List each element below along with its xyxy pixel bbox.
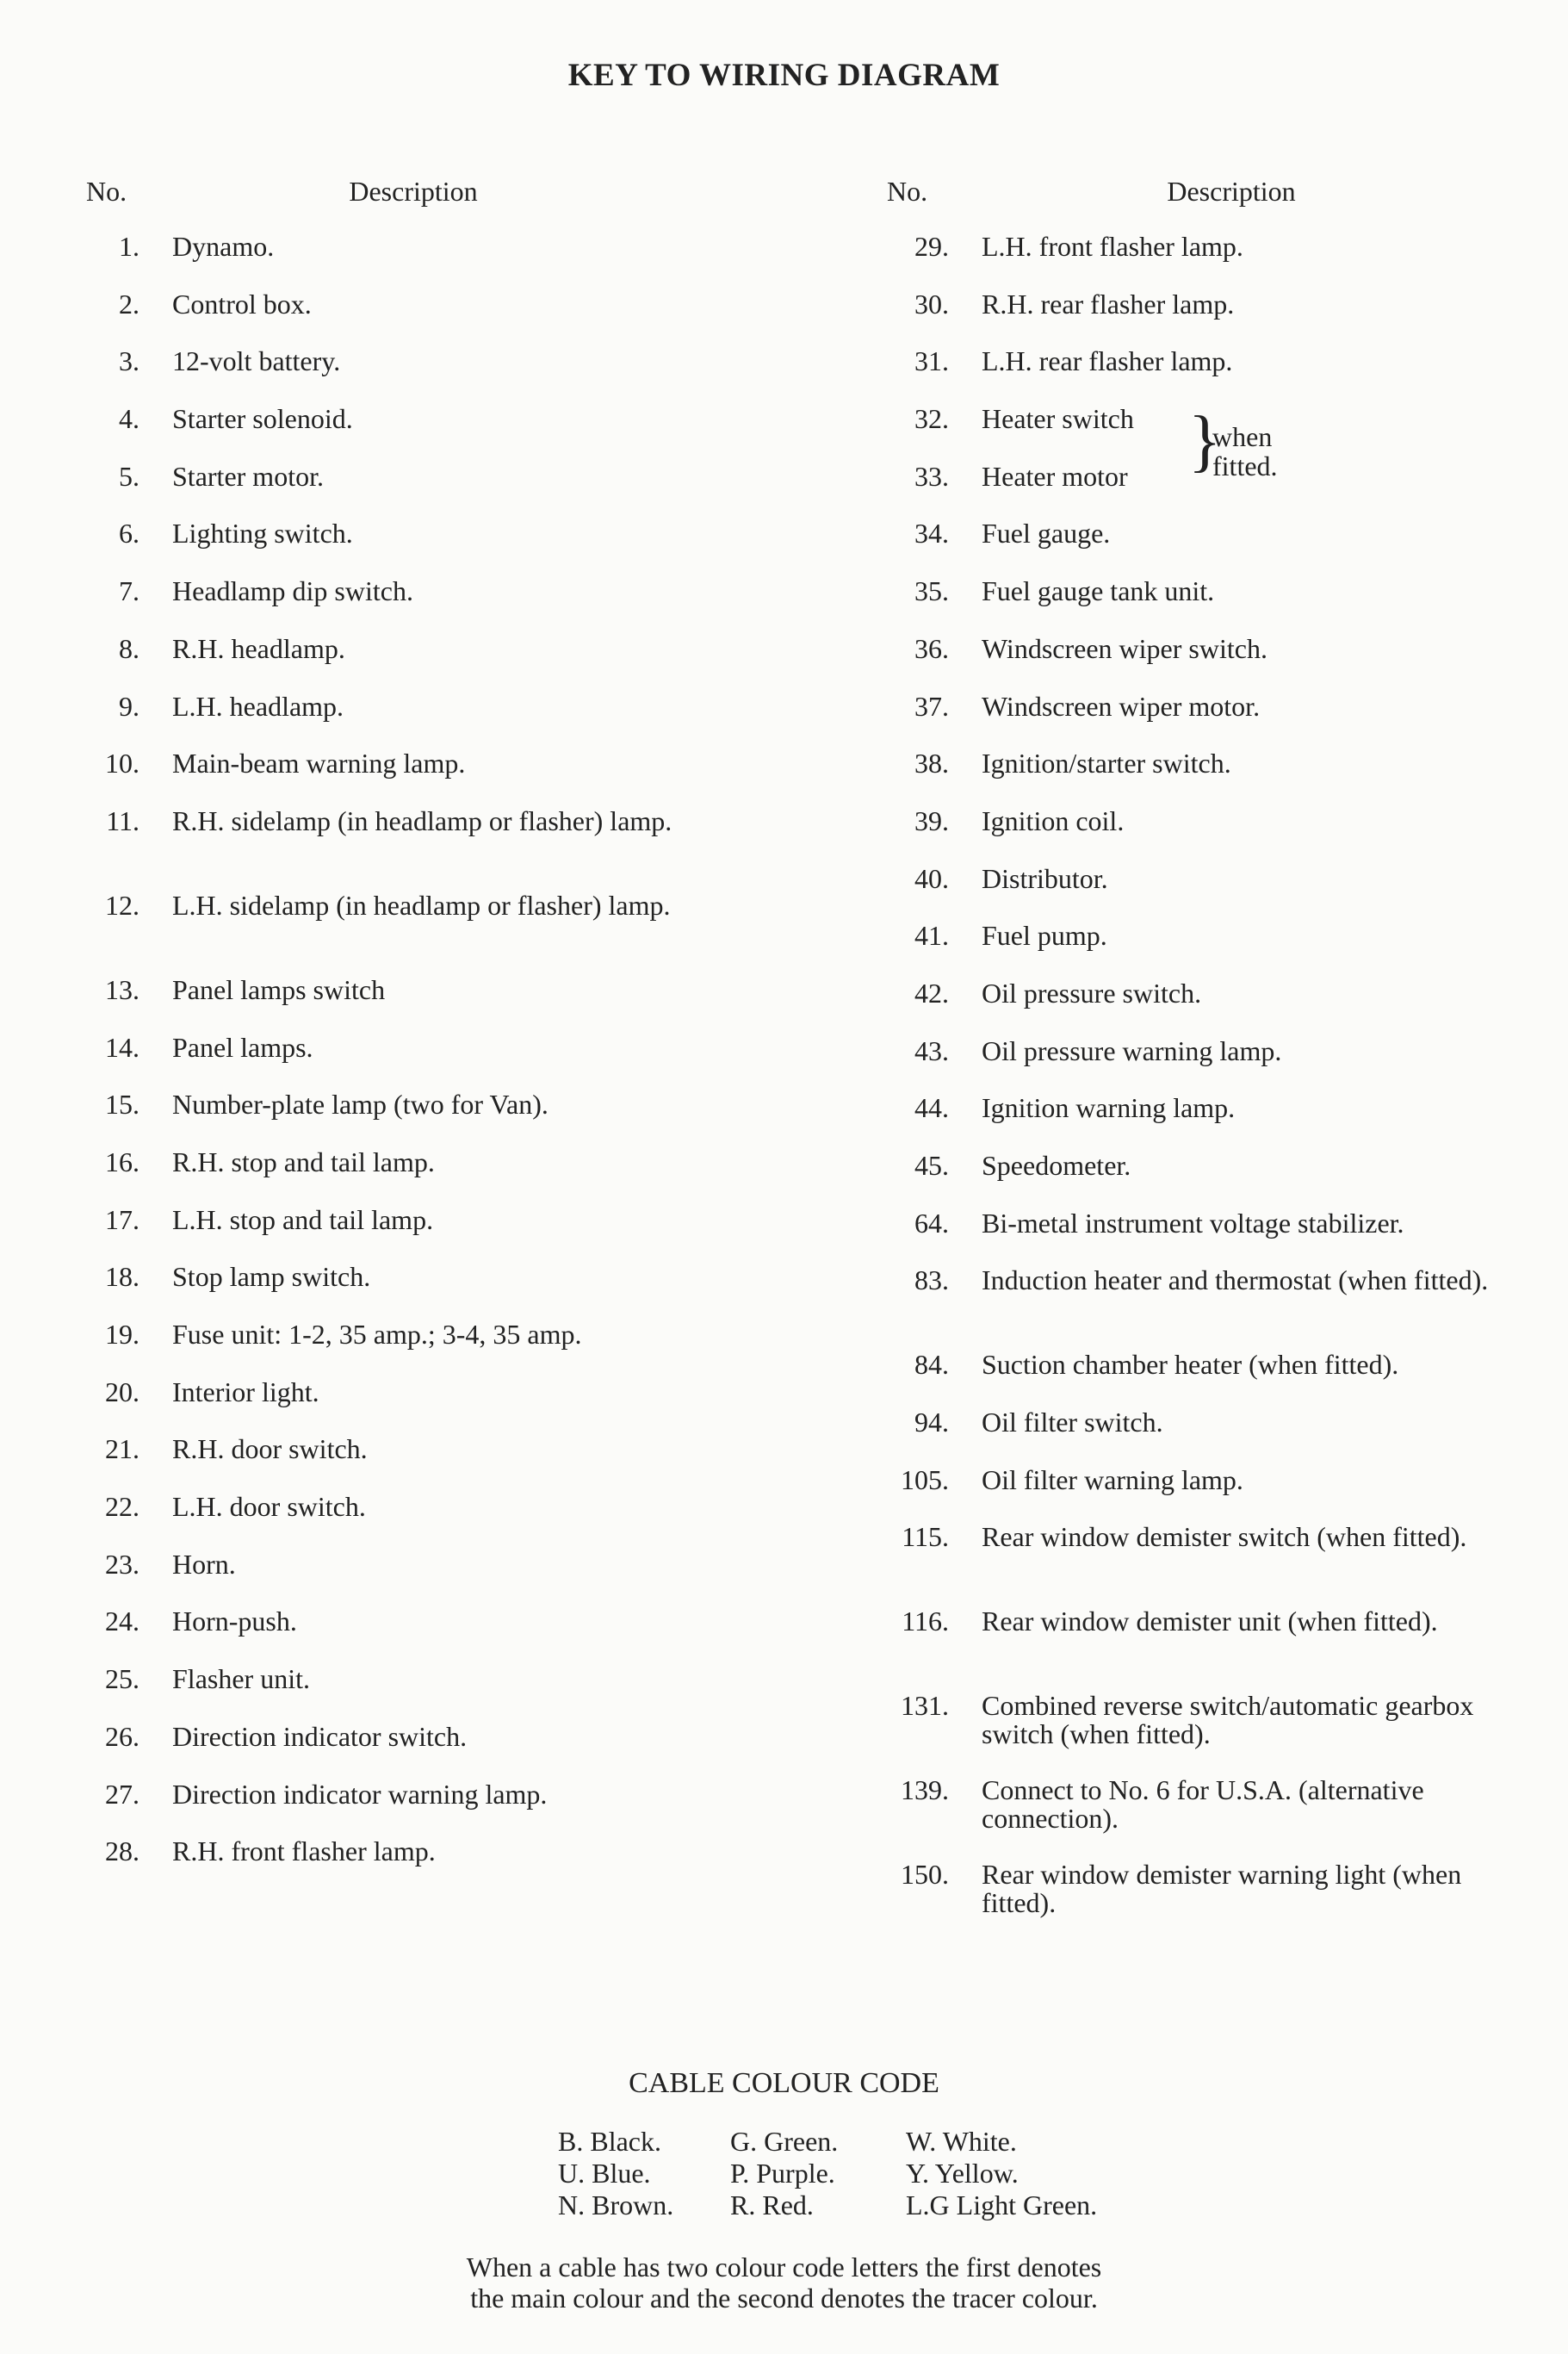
- item-number: 33.: [914, 460, 949, 492]
- list-item: [86, 1203, 801, 1264]
- header-no: No.: [887, 176, 928, 207]
- list-item: [86, 632, 801, 693]
- item-number: 15.: [105, 1089, 139, 1121]
- colour-code-entry: R. Red.: [730, 2189, 814, 2220]
- list-item: [86, 690, 801, 750]
- item-description: Heater switch: [982, 403, 1134, 435]
- item-description: Heater motor: [982, 460, 1128, 492]
- item-description: Speedometer.: [982, 1150, 1131, 1181]
- item-description: L.H. rear flasher lamp.: [982, 345, 1233, 377]
- item-description: L.H. door switch.: [172, 1491, 366, 1523]
- list-item: [86, 749, 801, 807]
- item-description: R.H. stop and tail lamp.: [172, 1146, 435, 1177]
- list-item: [887, 1607, 1541, 1692]
- item-description: Fuel pump.: [982, 920, 1107, 952]
- item-number: 21.: [105, 1433, 139, 1465]
- list-item: [887, 347, 1541, 405]
- list-item: [86, 1263, 801, 1320]
- item-description: Combined reverse switch/automatic gearbox switch (when fitted).: [982, 1690, 1474, 1750]
- item-number: 5.: [119, 460, 139, 492]
- item-number: 32.: [914, 403, 949, 435]
- item-description: Bi-metal instrument voltage stabilizer.: [982, 1207, 1404, 1239]
- item-description: L.H. stop and tail lamp.: [172, 1203, 434, 1235]
- item-number: 8.: [119, 632, 139, 664]
- item-number: 2.: [119, 288, 139, 320]
- list-item: [86, 460, 801, 520]
- item-description: Induction heater and thermostat (when fitted).: [982, 1264, 1489, 1296]
- item-description: R.H. rear flasher lamp.: [982, 288, 1235, 320]
- list-item: [887, 690, 1541, 750]
- item-number: 41.: [914, 920, 949, 952]
- right-list: [887, 233, 1541, 1945]
- item-description: Lighting switch.: [172, 518, 353, 550]
- item-number: 94.: [914, 1407, 949, 1438]
- header-description: Description: [1167, 176, 1296, 207]
- list-item: [86, 1493, 801, 1550]
- item-number: 14.: [105, 1031, 139, 1063]
- item-description: Panel lamps switch: [172, 973, 386, 1005]
- item-description: Windscreen wiper switch.: [982, 632, 1267, 664]
- item-description: Suction chamber heater (when fitted).: [982, 1349, 1399, 1381]
- item-description: 12-volt battery.: [172, 345, 341, 377]
- item-number: 25.: [105, 1663, 139, 1695]
- item-number: 19.: [105, 1319, 139, 1350]
- item-number: 24.: [105, 1606, 139, 1637]
- list-item: [887, 577, 1541, 635]
- item-description: Ignition coil.: [982, 804, 1125, 836]
- item-description: R.H. sidelamp (in headlamp or flasher) lamp.: [172, 804, 672, 836]
- item-number: 22.: [105, 1491, 139, 1523]
- item-number: 12.: [105, 889, 139, 921]
- item-description: Horn-push.: [172, 1606, 297, 1637]
- list-item: [86, 405, 801, 463]
- item-description: Oil pressure warning lamp.: [982, 1034, 1282, 1066]
- footer-note: [0, 2252, 1568, 2314]
- item-description: L.H. front flasher lamp.: [982, 231, 1243, 262]
- item-description: Horn.: [172, 1548, 236, 1580]
- colour-code-entry: U. Blue.: [558, 2158, 651, 2189]
- item-description: R.H. door switch.: [172, 1433, 368, 1465]
- item-number: 9.: [119, 690, 139, 722]
- item-number: 1.: [119, 231, 139, 262]
- item-number: 115.: [902, 1521, 949, 1553]
- list-item: [887, 804, 1541, 865]
- list-item: [86, 1720, 801, 1780]
- colour-code-entry: G. Green.: [730, 2126, 839, 2157]
- item-number: 4.: [119, 403, 139, 435]
- list-item: [86, 577, 801, 635]
- list-item: [86, 1148, 801, 1206]
- item-number: 34.: [914, 518, 949, 550]
- item-description: Stop lamp switch.: [172, 1261, 371, 1293]
- colour-code-entry: L.G Light Green.: [906, 2189, 1098, 2220]
- list-item: [887, 290, 1541, 348]
- item-description: Rear window demister warning light (when fitted).: [982, 1859, 1462, 1919]
- item-number: 28.: [105, 1835, 139, 1867]
- cable-colour-code-title: CABLE COLOUR CODE: [629, 2067, 939, 2099]
- item-number: 150.: [901, 1859, 949, 1891]
- list-item: [86, 1090, 801, 1148]
- item-description: Interior light.: [172, 1376, 319, 1407]
- item-number: 42.: [914, 977, 949, 1009]
- item-description: Dynamo.: [172, 231, 275, 262]
- item-number: 43.: [914, 1034, 949, 1066]
- list-item: [86, 1031, 801, 1091]
- item-description: Oil filter warning lamp.: [982, 1463, 1243, 1495]
- item-description: Fuel gauge.: [982, 518, 1111, 550]
- item-number: 31.: [914, 345, 949, 377]
- list-item: [86, 290, 801, 348]
- list-item: [887, 1408, 1541, 1466]
- item-number: 30.: [914, 288, 949, 320]
- list-item: [887, 1266, 1541, 1351]
- colour-code-entry: P. Purple.: [730, 2158, 835, 2189]
- item-description: Starter motor.: [172, 460, 324, 492]
- item-description: Panel lamps.: [172, 1031, 313, 1063]
- item-number: 6.: [119, 518, 139, 550]
- item-number: 10.: [105, 748, 139, 779]
- list-item: [887, 922, 1541, 979]
- item-description: Rear window demister unit (when fitted).: [982, 1606, 1438, 1637]
- list-item: [86, 891, 801, 976]
- item-number: 7.: [119, 575, 139, 607]
- item-number: 16.: [105, 1146, 139, 1177]
- item-number: 105.: [901, 1463, 949, 1495]
- colour-code-entry: Y. Yellow.: [906, 2158, 1019, 2189]
- left-header: [86, 176, 801, 233]
- list-item: [887, 1094, 1541, 1152]
- item-number: 26.: [105, 1720, 139, 1752]
- item-number: 116.: [902, 1606, 949, 1637]
- item-description: L.H. headlamp.: [172, 690, 344, 722]
- item-number: 3.: [119, 345, 139, 377]
- item-number: 64.: [914, 1207, 949, 1239]
- list-item: [887, 1463, 1541, 1524]
- right-header: [887, 176, 1541, 233]
- list-item: [887, 1351, 1541, 1408]
- item-description: Direction indicator switch.: [172, 1720, 468, 1752]
- left-list: [86, 233, 801, 1895]
- item-description: Oil filter switch.: [982, 1407, 1163, 1438]
- item-number: 38.: [914, 748, 949, 779]
- left-column: [86, 176, 801, 1895]
- list-item: [86, 519, 801, 577]
- item-description: Starter solenoid.: [172, 403, 353, 435]
- item-description: Distributor.: [982, 862, 1108, 894]
- list-item: [86, 1435, 801, 1493]
- list-item: [86, 1320, 801, 1378]
- list-item: [887, 233, 1541, 290]
- item-number: 39.: [914, 804, 949, 836]
- list-item: [86, 1665, 801, 1723]
- footer-line-1: When a cable has two colour code letters the first denotes: [466, 2252, 1102, 2283]
- list-item: [887, 1692, 1541, 1776]
- item-number: 44.: [914, 1092, 949, 1124]
- item-description: Ignition/starter switch.: [982, 748, 1231, 779]
- item-description: Fuse unit: 1-2, 35 amp.; 3-4, 35 amp.: [172, 1319, 582, 1350]
- list-item: [86, 1378, 801, 1436]
- list-item: [86, 233, 801, 290]
- list-item: [887, 1523, 1541, 1607]
- item-description: Oil pressure switch.: [982, 977, 1202, 1009]
- item-description: Ignition warning lamp.: [982, 1092, 1236, 1124]
- list-item: [887, 862, 1541, 922]
- item-description: R.H. headlamp.: [172, 632, 345, 664]
- item-number: 18.: [105, 1261, 139, 1293]
- item-number: 131.: [901, 1690, 949, 1722]
- item-description: R.H. front flasher lamp.: [172, 1835, 436, 1867]
- item-number: 23.: [105, 1548, 139, 1580]
- list-item: [887, 1776, 1541, 1860]
- heater-bracket: }: [1188, 403, 1222, 479]
- list-item: [887, 979, 1541, 1037]
- list-item: [86, 1780, 801, 1838]
- item-number: 27.: [105, 1778, 139, 1810]
- list-item: [86, 804, 801, 891]
- item-number: 40.: [914, 862, 949, 894]
- header-description: Description: [349, 176, 478, 207]
- item-description: Main-beam warning lamp.: [172, 748, 466, 779]
- heater-note: when fitted.: [1212, 421, 1278, 481]
- page-title: KEY TO WIRING DIAGRAM: [567, 58, 1001, 93]
- item-description: Flasher unit.: [172, 1663, 310, 1695]
- item-number: 139.: [901, 1774, 949, 1806]
- list-item: [887, 1860, 1541, 1945]
- item-description: Connect to No. 6 for U.S.A. (alternative connection).: [982, 1774, 1424, 1835]
- list-item: [887, 1034, 1541, 1095]
- item-number: 35.: [914, 575, 949, 607]
- item-description: Windscreen wiper motor.: [982, 690, 1261, 722]
- item-number: 45.: [914, 1150, 949, 1181]
- colour-code-entry: W. White.: [906, 2126, 1017, 2157]
- item-description: Headlamp dip switch.: [172, 575, 413, 607]
- list-item: [887, 1209, 1541, 1267]
- item-number: 17.: [105, 1203, 139, 1235]
- colour-code-entry: N. Brown.: [558, 2189, 674, 2220]
- item-number: 11.: [106, 804, 139, 836]
- item-description: L.H. sidelamp (in headlamp or flasher) lamp.: [172, 889, 671, 921]
- item-number: 36.: [914, 632, 949, 664]
- item-description: Number-plate lamp (two for Van).: [172, 1089, 548, 1121]
- list-item: [887, 519, 1541, 577]
- item-number: 29.: [914, 231, 949, 262]
- list-item: [86, 1837, 801, 1895]
- item-description: Control box.: [172, 288, 312, 320]
- header-no: No.: [86, 176, 127, 207]
- item-number: 37.: [914, 690, 949, 722]
- item-description: Direction indicator warning lamp.: [172, 1778, 548, 1810]
- item-number: 13.: [105, 973, 139, 1005]
- list-item: [86, 1550, 801, 1608]
- item-number: 84.: [914, 1349, 949, 1381]
- footer-line-2: the main colour and the second denotes the tracer colour.: [470, 2283, 1098, 2314]
- list-item: [86, 347, 801, 405]
- cable-colour-code-table: [558, 2126, 1112, 2221]
- item-number: 20.: [105, 1376, 139, 1407]
- list-item: [887, 632, 1541, 693]
- list-item: [887, 1152, 1541, 1209]
- item-description: Fuel gauge tank unit.: [982, 575, 1215, 607]
- list-item: [86, 973, 801, 1034]
- list-item: [887, 749, 1541, 807]
- colour-code-entry: B. Black.: [558, 2126, 661, 2157]
- item-number: 83.: [914, 1264, 949, 1296]
- item-description: Rear window demister switch (when fitted).: [982, 1521, 1467, 1553]
- list-item: [86, 1607, 801, 1665]
